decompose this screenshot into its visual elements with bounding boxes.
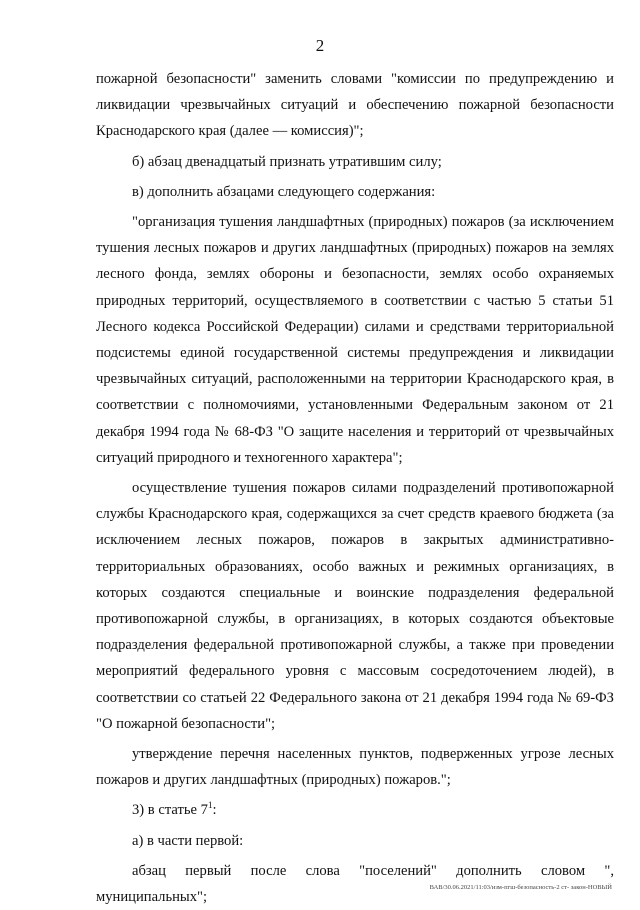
paragraph: "организация тушения ландшафтных (природных) пожаров (за исключением тушения лесных пожаров и других ландшафтных (природных) пожаров на землях лесного фонда, землях обороны и безопасности, землях особо охраняемых природных территорий, осуществляемого в соответствии с частью 5 статьи 51 Лесного кодекса Российской Федерации) силами и средствами территориальной подсистемы единой государственной системы предупреждения и ликвидации чрезвычайных ситуаций, расположенными на территории Краснодарского края, в соответствии с полномочиями, установленными Федеральным законом от 21 декабря 1994 года № 68-ФЗ "О защите населения и территорий от чрезвычайных ситуаций природного и техногенного характера"; xyxy=(96,214,614,466)
paragraph: осуществление тушения пожаров силами подразделений противопожарной службы Краснодарского края, содержащихся за счет средств краевого бюджета (за исключением лесных пожаров, пожаров в закрытых административно-территориальных образованиях, особо важных и режимных организациях, в которых создаются специальные и воинские подразделения федеральной противопожарной службы, в организациях, в которых создаются объектовые подразделения федеральной противопожарной службы, а также при проведении мероприятий федерального уровня с массовым сосредоточением людей), в соответствии со статьей 22 Федерального закона от 21 декабря 1994 года № 69-ФЗ "О пожарной безопасности"; xyxy=(96,480,614,732)
document-body xyxy=(96,66,614,910)
paragraph: в) дополнить абзацами следующего содержания: xyxy=(132,183,436,200)
article-reference-superscript: 1 xyxy=(207,800,213,811)
paragraph: абзац первый после слова "поселений" дополнить словом ", муниципальных"; xyxy=(96,862,614,906)
paragraph: утверждение перечня населенных пунктов, подверженных угрозе лесных пожаров и других ландшафтных (природных) пожаров."; xyxy=(96,746,614,789)
page-number: 2 xyxy=(315,36,325,55)
paragraph: б) абзац двенадцатый признать утратившим силу; xyxy=(132,153,442,170)
footer-file-label: ВАВ/30.06.2021/11:03/изм-пгш-безопасность-2 ст- закон-НОВЫЙ xyxy=(429,884,612,891)
paragraph: а) в части первой: xyxy=(132,832,244,849)
article-reference xyxy=(96,797,614,823)
paragraph: пожарной безопасности" заменить словами "комиссии по предупреждению и ликвидации чрезвычайных ситуаций и обеспечению пожарной безопасности Краснодарского края (далее — комиссия)"; xyxy=(96,71,614,140)
article-reference-prefix: 3) в статье 7 xyxy=(132,802,208,819)
article-reference-suffix: : xyxy=(212,802,217,819)
